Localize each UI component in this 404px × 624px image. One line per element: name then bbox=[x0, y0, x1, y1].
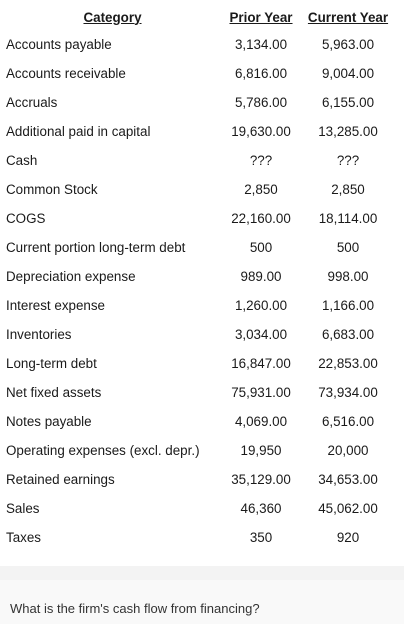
row-current-value: 2,850 bbox=[331, 182, 365, 197]
table-row bbox=[6, 175, 393, 204]
table-row bbox=[6, 494, 393, 523]
row-category: Accruals bbox=[6, 95, 58, 110]
row-current-value: 20,000 bbox=[327, 443, 369, 458]
row-prior-value: 16,847.00 bbox=[231, 356, 291, 371]
table-row bbox=[6, 291, 393, 320]
row-category: Inventories bbox=[6, 327, 72, 342]
table-row bbox=[6, 146, 393, 175]
table-row bbox=[6, 320, 393, 349]
header-current-year: Current Year bbox=[307, 9, 389, 25]
table-body bbox=[6, 30, 393, 552]
row-prior-value: 3,134.00 bbox=[234, 37, 288, 52]
row-prior-value: 1,260.00 bbox=[234, 298, 288, 313]
row-current-value: 34,653.00 bbox=[318, 472, 378, 487]
row-category: Depreciation expense bbox=[6, 269, 136, 284]
row-prior-value: 4,069.00 bbox=[234, 414, 288, 429]
row-category: Sales bbox=[6, 501, 40, 516]
row-category: Interest expense bbox=[6, 298, 106, 313]
row-prior-value: 35,129.00 bbox=[231, 472, 291, 487]
table-row bbox=[6, 117, 393, 146]
header-prior-year: Prior Year bbox=[229, 9, 293, 25]
table-row bbox=[6, 407, 393, 436]
row-current-value: 998.00 bbox=[327, 269, 369, 284]
row-current-value: 920 bbox=[336, 530, 360, 545]
row-prior-value: 5,786.00 bbox=[234, 95, 288, 110]
row-current-value: ??? bbox=[336, 153, 360, 168]
row-category: Notes payable bbox=[6, 414, 92, 429]
question-panel bbox=[0, 580, 404, 624]
row-prior-value: 19,950 bbox=[240, 443, 282, 458]
row-category: Retained earnings bbox=[6, 472, 115, 487]
row-current-value: 9,004.00 bbox=[321, 66, 375, 81]
row-current-value: 6,683.00 bbox=[321, 327, 375, 342]
table-row bbox=[6, 88, 393, 117]
row-current-value: 1,166.00 bbox=[321, 298, 375, 313]
row-category: COGS bbox=[6, 211, 46, 226]
row-prior-value: ??? bbox=[249, 153, 273, 168]
row-current-value: 18,114.00 bbox=[318, 211, 378, 226]
row-current-value: 6,516.00 bbox=[321, 414, 375, 429]
row-prior-value: 3,034.00 bbox=[234, 327, 288, 342]
table-row bbox=[6, 30, 393, 59]
table-row bbox=[6, 378, 393, 407]
row-current-value: 73,934.00 bbox=[318, 385, 378, 400]
row-current-value: 45,062.00 bbox=[318, 501, 378, 516]
table-row bbox=[6, 59, 393, 88]
table-row bbox=[6, 233, 393, 262]
question-text: What is the firm's cash flow from financing? bbox=[10, 601, 260, 616]
row-prior-value: 75,931.00 bbox=[231, 385, 291, 400]
row-category: Current portion long-term debt bbox=[6, 240, 186, 255]
row-category: Cash bbox=[6, 153, 38, 168]
table-row bbox=[6, 262, 393, 291]
row-prior-value: 19,630.00 bbox=[231, 124, 291, 139]
table-row bbox=[6, 523, 393, 552]
table-row bbox=[6, 349, 393, 378]
table-header-row bbox=[6, 4, 393, 30]
row-current-value: 6,155.00 bbox=[321, 95, 375, 110]
row-prior-value: 2,850 bbox=[244, 182, 278, 197]
table-row bbox=[6, 436, 393, 465]
table-row bbox=[6, 465, 393, 494]
row-current-value: 5,963.00 bbox=[321, 37, 375, 52]
row-category: Taxes bbox=[6, 530, 41, 545]
row-current-value: 500 bbox=[336, 240, 360, 255]
row-category: Accounts payable bbox=[6, 37, 112, 52]
row-category: Common Stock bbox=[6, 182, 98, 197]
header-category: Category bbox=[83, 9, 142, 25]
row-prior-value: 22,160.00 bbox=[231, 211, 291, 226]
row-category: Additional paid in capital bbox=[6, 124, 151, 139]
row-category: Long-term debt bbox=[6, 356, 97, 371]
row-prior-value: 350 bbox=[249, 530, 273, 545]
table-row bbox=[6, 204, 393, 233]
row-current-value: 13,285.00 bbox=[318, 124, 378, 139]
row-category: Accounts receivable bbox=[6, 66, 126, 81]
row-prior-value: 989.00 bbox=[240, 269, 282, 284]
row-prior-value: 6,816.00 bbox=[234, 66, 288, 81]
financial-data-table bbox=[6, 4, 393, 552]
row-prior-value: 46,360 bbox=[240, 501, 282, 516]
section-separator bbox=[0, 566, 404, 580]
row-category: Net fixed assets bbox=[6, 385, 102, 400]
row-prior-value: 500 bbox=[249, 240, 273, 255]
row-current-value: 22,853.00 bbox=[318, 356, 378, 371]
row-category: Operating expenses (excl. depr.) bbox=[6, 443, 200, 458]
